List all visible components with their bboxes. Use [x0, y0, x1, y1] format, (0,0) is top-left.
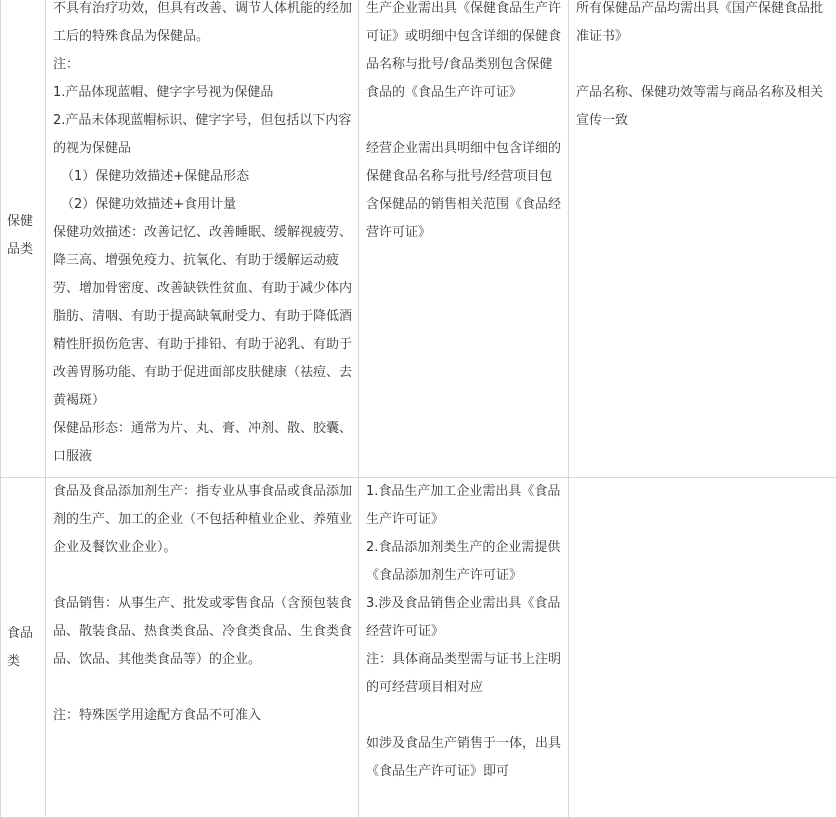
product-requirement-paragraph: 所有保健品产品均需出具《国产保健食品批准证书》 — [576, 0, 830, 51]
scope-paragraph: （1）保健功效描述+保健品形态 — [53, 163, 352, 191]
product-requirement-paragraph — [576, 51, 830, 79]
license-cell-food — [359, 478, 569, 818]
scope-paragraph — [53, 562, 352, 590]
scope-paragraph: 保健功效描述：改善记忆、改善睡眠、缓解视疲劳、降三高、增强免疫力、抗氧化、有助于缓解运动疲劳、增加骨密度、改善缺铁性贫血、有助于减少体内脂肪、清咽、有助于提高缺氧耐受力、有助于降低酒精性肝损伤危害、有助于排铅、有助于泌乳、有助于改善胃肠功能、有助于促进面部皮肤健康（祛痘、去黄褐斑） — [53, 219, 352, 415]
scope-paragraph — [53, 674, 352, 702]
product-requirement-cell-health-products — [569, 0, 836, 478]
license-paragraph: 注：具体商品类型需与证书上注明的可经营项目相对应 — [366, 646, 562, 702]
scope-cell-health-products — [46, 0, 359, 478]
scope-paragraph: 食品销售：从事生产、批发或零售食品（含预包装食品、散装食品、热食类食品、冷食类食品、生食类食品、饮品、其他类食品等）的企业。 — [53, 590, 352, 674]
scope-paragraph: 2.产品未体现蓝帽标识、健字字号，但包括以下内容的视为保健品 — [53, 107, 352, 163]
scope-paragraph: （2）保健功效描述+食用计量 — [53, 191, 352, 219]
license-paragraph: 3.涉及食品销售企业需出具《食品经营许可证》 — [366, 590, 562, 646]
table-row-food — [1, 478, 836, 818]
scope-paragraph: 保健品形态：通常为片、丸、膏、冲剂、散、胶囊、口服液 — [53, 415, 352, 471]
product-requirement-cell-food — [569, 478, 836, 818]
scope-paragraph: 1.产品体现蓝帽、健字字号视为保健品 — [53, 79, 352, 107]
license-paragraph: 2.食品添加剂类生产的企业需提供《食品添加剂生产许可证》 — [366, 534, 562, 590]
scope-paragraph: 注： — [53, 51, 352, 79]
scope-cell-food — [46, 478, 359, 818]
table-row-health-products — [1, 0, 836, 478]
category-cell-health-products: 保健品类 — [1, 0, 46, 478]
scope-paragraph: 食品及食品添加剂生产：指专业从事食品或食品添加剂的生产、加工的企业（不包括种植业企业、养殖业企业及餐饮业企业）。 — [53, 478, 352, 562]
scope-paragraph: 不具有治疗功效，但具有改善、调节人体机能的经加工后的特殊食品为保健品。 — [53, 0, 352, 51]
license-paragraph: 如涉及食品生产销售于一体，出具《食品生产许可证》即可 — [366, 730, 562, 786]
license-cell-health-products — [359, 0, 569, 478]
license-paragraph: 生产企业需出具《保健食品生产许可证》或明细中包含详细的保健食品名称与批号/食品类别包含保健食品的《食品生产许可证》 — [366, 0, 562, 107]
product-requirement-paragraph: 产品名称、保健功效等需与商品名称及相关宣传一致 — [576, 79, 830, 135]
license-paragraph: 1.食品生产加工企业需出具《食品生产许可证》 — [366, 478, 562, 534]
license-paragraph — [366, 107, 562, 135]
scope-paragraph: 注：特殊医学用途配方食品不可准入 — [53, 702, 352, 730]
license-paragraph: 经营企业需出具明细中包含详细的保健食品名称与批号/经营项目包含保健品的销售相关范围《食品经营许可证》 — [366, 135, 562, 247]
category-cell-food: 食品类 — [1, 478, 46, 818]
license-paragraph — [366, 702, 562, 730]
